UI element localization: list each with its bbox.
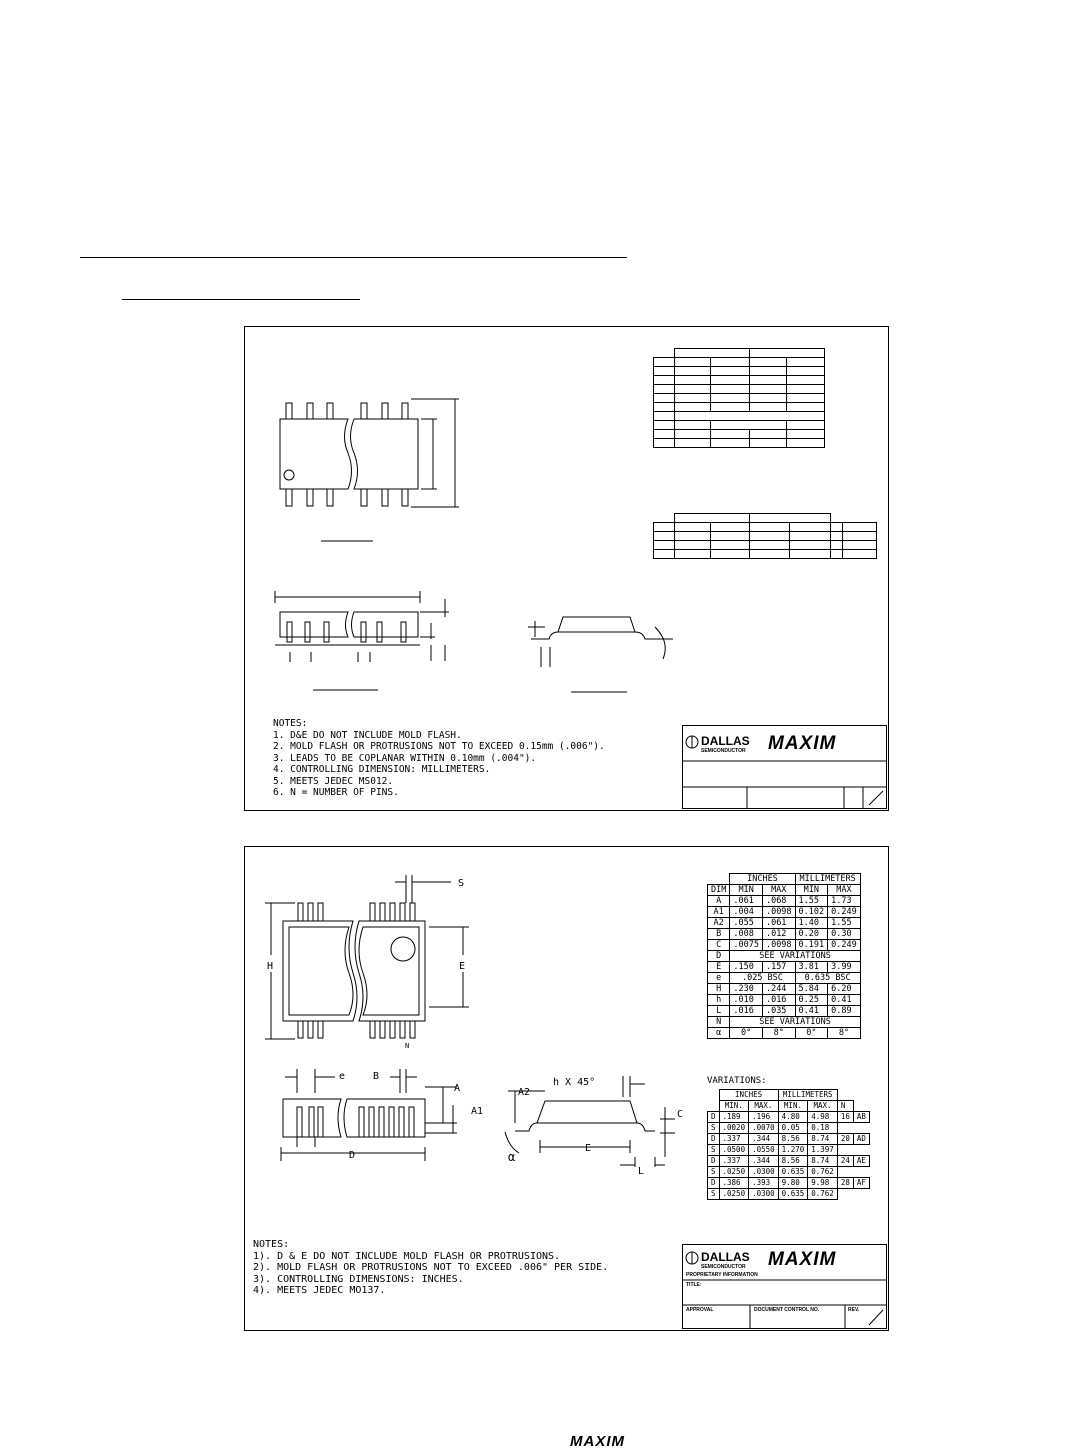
table-cell: 3.81 [795, 962, 828, 973]
table-cell: 3.99 [828, 962, 861, 973]
table-cell: .0098 [762, 940, 795, 951]
table-cell: 0.30 [828, 929, 861, 940]
col-header: MIN [795, 885, 828, 896]
dim-label-B: B [373, 1071, 380, 1082]
variations-table [707, 1089, 870, 1200]
table-row [708, 896, 861, 907]
table-cell: 1.40 [795, 918, 828, 929]
table-row [708, 1123, 870, 1134]
col-header: MIN. [778, 1101, 808, 1112]
table-cell: D [708, 951, 730, 962]
maxim-logo: MAXIM [768, 1249, 837, 1270]
table-row [708, 951, 861, 962]
table-cell: .393 [749, 1178, 779, 1189]
table-cell: 16 [837, 1112, 853, 1123]
table-row [708, 1017, 861, 1028]
table-cell: A2 [708, 918, 730, 929]
note-line: 3). CONTROLLING DIMENSIONS: INCHES. [253, 1273, 464, 1285]
note-line: 1. D&E DO NOT INCLUDE MOLD FLASH. [273, 729, 462, 741]
table-row [708, 929, 861, 940]
dim-label-E: E [459, 961, 466, 972]
semiconductor-label: SEMICONDUCTOR [701, 1264, 746, 1270]
table-cell: AB [853, 1112, 869, 1123]
table-cell: .150 [730, 962, 763, 973]
table-cell: 1.270 [778, 1145, 808, 1156]
table-header-inches: INCHES [730, 874, 795, 885]
table-cell: L [708, 1006, 730, 1017]
subheader-rule [122, 299, 360, 300]
table-cell: 28 [837, 1178, 853, 1189]
table-row [708, 940, 861, 951]
table-cell: 0.41 [828, 995, 861, 1006]
table-cell: 8.56 [778, 1134, 808, 1145]
rev-label: REV. [848, 1307, 860, 1313]
table-cell: N [708, 1017, 730, 1028]
table-row [708, 1167, 870, 1178]
drawing-1-var-table [653, 513, 877, 559]
table-cell: .0500 [719, 1145, 749, 1156]
table-cell: SEE VARIATIONS [730, 951, 860, 962]
col-header: MAX [762, 885, 795, 896]
table-cell: .0070 [749, 1123, 779, 1134]
table-cell: A1 [708, 907, 730, 918]
table-cell: .016 [730, 1006, 763, 1017]
table-cell: .068 [762, 896, 795, 907]
table-row [708, 1006, 861, 1017]
col-header: MIN [730, 885, 763, 896]
approval-label: APPROVAL [686, 1307, 714, 1313]
table-cell: .337 [719, 1134, 749, 1145]
table-cell: 0.102 [795, 907, 828, 918]
note-line: 5. MEETS JEDEC MS012. [273, 775, 394, 787]
package-drawing-1 [244, 326, 889, 811]
table-row [708, 1134, 870, 1145]
table-cell: .230 [730, 984, 763, 995]
dim-label-L: L [638, 1166, 645, 1177]
drawing-1-notes [273, 718, 605, 799]
table-cell: 1.55 [828, 918, 861, 929]
table-cell: C [708, 940, 730, 951]
table-cell: 1.55 [795, 896, 828, 907]
table-row [708, 973, 861, 984]
table-cell: 0.05 [778, 1123, 808, 1134]
table-row [708, 1189, 870, 1200]
dim-label-e: e [339, 1071, 346, 1082]
table-cell: 8.56 [778, 1156, 808, 1167]
header-rule [80, 257, 627, 258]
dim-label-H: H [267, 961, 274, 972]
table-cell: 8.74 [808, 1156, 838, 1167]
table-cell: 0° [795, 1028, 828, 1039]
dim-label-A: A [454, 1083, 461, 1094]
table-row [708, 1112, 870, 1123]
note-line: 2. MOLD FLASH OR PROTRUSIONS NOT TO EXCEED 0.15mm (.006"). [273, 741, 605, 752]
table-cell: h [708, 995, 730, 1006]
table-row [708, 984, 861, 995]
table-cell: 1.397 [808, 1145, 838, 1156]
table-cell: 0.635 [778, 1189, 808, 1200]
table-cell: A [708, 896, 730, 907]
drawing-2-title-block [682, 1244, 887, 1329]
table-cell: .344 [749, 1134, 779, 1145]
table-cell: E [708, 962, 730, 973]
dallas-logo: DALLAS [701, 734, 750, 748]
table-row [708, 1178, 870, 1189]
table-cell: .061 [730, 896, 763, 907]
table-cell: D [708, 1178, 720, 1189]
footer-maxim-logo: MAXIM [570, 1433, 625, 1450]
doc-control-label: DOCUMENT CONTROL NO. [754, 1307, 820, 1313]
dim-label-E2: E [585, 1143, 592, 1154]
dim-label-A1: A1 [471, 1106, 484, 1117]
table-cell: 0.25 [795, 995, 828, 1006]
package-drawing-2 [244, 846, 889, 1331]
table-cell: .012 [762, 929, 795, 940]
table-cell: D [708, 1156, 720, 1167]
table-cell: .0020 [719, 1123, 749, 1134]
table-cell: .004 [730, 907, 763, 918]
dim-label-A2: A2 [518, 1087, 531, 1098]
table-cell: .055 [730, 918, 763, 929]
table-cell: .386 [719, 1178, 749, 1189]
proprietary-label: PROPRIETARY INFORMATION [686, 1272, 758, 1278]
semiconductor-label: SEMICONDUCTOR [701, 748, 746, 754]
table-cell: e [708, 973, 730, 984]
table-cell: 0.191 [795, 940, 828, 951]
table-row [708, 918, 861, 929]
table-row [708, 962, 861, 973]
note-line: 2). MOLD FLASH OR PROTRUSIONS NOT TO EXCEED .006" PER SIDE. [253, 1262, 609, 1273]
dimension-table [707, 873, 861, 1039]
table-cell: .016 [762, 995, 795, 1006]
note-line: 1). D & E DO NOT INCLUDE MOLD FLASH OR PROTRUSIONS. [253, 1250, 561, 1262]
table-cell: 9.80 [778, 1178, 808, 1189]
dim-label-N: N [405, 1042, 410, 1050]
table-row [708, 907, 861, 918]
table-cell: .0075 [730, 940, 763, 951]
table-cell: .035 [762, 1006, 795, 1017]
table-cell: .0550 [749, 1145, 779, 1156]
table-cell: 8° [828, 1028, 861, 1039]
var-header-inches: INCHES [719, 1090, 778, 1101]
dim-label-S: S [458, 878, 465, 889]
table-cell: 4.98 [808, 1112, 838, 1123]
dim-label-D: D [349, 1150, 356, 1161]
dim-label-C: C [677, 1109, 684, 1120]
table-cell: 0.762 [808, 1189, 838, 1200]
table-cell: AE [853, 1156, 869, 1167]
table-cell: .196 [749, 1112, 779, 1123]
note-line: 3. LEADS TO BE COPLANAR WITHIN 0.10mm (.004"). [273, 752, 537, 764]
col-header: MIN. [719, 1101, 749, 1112]
table-cell: D [708, 1112, 720, 1123]
table-cell: 0° [730, 1028, 763, 1039]
table-cell: 0.635 BSC [795, 973, 860, 984]
table-cell: 8.74 [808, 1134, 838, 1145]
table-cell: B [708, 929, 730, 940]
table-cell: S [708, 1189, 720, 1200]
drawing-1-dim-table [653, 348, 825, 448]
table-row [708, 1145, 870, 1156]
col-header: N [837, 1101, 853, 1112]
table-cell: .0300 [749, 1167, 779, 1178]
note-line: 6. N = NUMBER OF PINS. [273, 787, 399, 798]
drawing-1-title-block [682, 725, 887, 809]
table-cell: .0250 [719, 1189, 749, 1200]
table-cell: α [708, 1028, 730, 1039]
table-header-mm: MILLIMETERS [795, 874, 860, 885]
table-cell: .344 [749, 1156, 779, 1167]
table-cell: S [708, 1145, 720, 1156]
table-row [708, 1028, 861, 1039]
table-cell: .0250 [719, 1167, 749, 1178]
table-cell: 0.249 [828, 940, 861, 951]
note-line: NOTES: [253, 1239, 290, 1250]
table-cell: 1.73 [828, 896, 861, 907]
table-cell: .337 [719, 1156, 749, 1167]
table-cell: 9.98 [808, 1178, 838, 1189]
col-header: MAX. [749, 1101, 779, 1112]
table-cell: D [708, 1134, 720, 1145]
table-cell: .244 [762, 984, 795, 995]
note-line: 4. CONTROLLING DIMENSION: MILLIMETERS. [273, 764, 491, 775]
table-cell: 0.762 [808, 1167, 838, 1178]
table-cell: 0.635 [778, 1167, 808, 1178]
table-cell: AD [853, 1134, 869, 1145]
table-cell: .025 BSC [730, 973, 795, 984]
table-cell: .0300 [749, 1189, 779, 1200]
table-cell: 4.80 [778, 1112, 808, 1123]
table-cell: .061 [762, 918, 795, 929]
table-cell: .157 [762, 962, 795, 973]
table-cell: .0098 [762, 907, 795, 918]
table-cell: S [708, 1123, 720, 1134]
table-cell: .010 [730, 995, 763, 1006]
table-row [708, 1156, 870, 1167]
dallas-logo: DALLAS [701, 1250, 750, 1264]
table-cell: 0.41 [795, 1006, 828, 1017]
table-cell: .189 [719, 1112, 749, 1123]
table-cell: AF [853, 1178, 869, 1189]
table-cell: .008 [730, 929, 763, 940]
table-cell: SEE VARIATIONS [730, 1017, 860, 1028]
drawing-2-notes [253, 1239, 608, 1297]
table-cell: 0.18 [808, 1123, 838, 1134]
table-cell: H [708, 984, 730, 995]
title-label: TITLE: [686, 1282, 702, 1288]
col-header: MAX [828, 885, 861, 896]
table-cell: 20 [837, 1134, 853, 1145]
maxim-logo: MAXIM [768, 733, 837, 754]
dim-label-alpha: α [508, 1150, 516, 1164]
note-line: NOTES: [273, 718, 308, 729]
table-cell: 0.20 [795, 929, 828, 940]
table-cell: S [708, 1167, 720, 1178]
variations-title: VARIATIONS: [707, 1076, 767, 1086]
table-cell: 6.20 [828, 984, 861, 995]
table-cell: 8° [762, 1028, 795, 1039]
table-cell: 0.89 [828, 1006, 861, 1017]
note-line: 4). MEETS JEDEC MO137. [253, 1285, 386, 1296]
dim-label-hx45: h X 45° [553, 1077, 596, 1088]
col-header: DIM [708, 885, 730, 896]
table-row [708, 995, 861, 1006]
table-cell: 0.249 [828, 907, 861, 918]
table-cell: 24 [837, 1156, 853, 1167]
col-header: MAX. [808, 1101, 838, 1112]
var-header-mm: MILLIMETERS [778, 1090, 837, 1101]
table-cell: 5.84 [795, 984, 828, 995]
